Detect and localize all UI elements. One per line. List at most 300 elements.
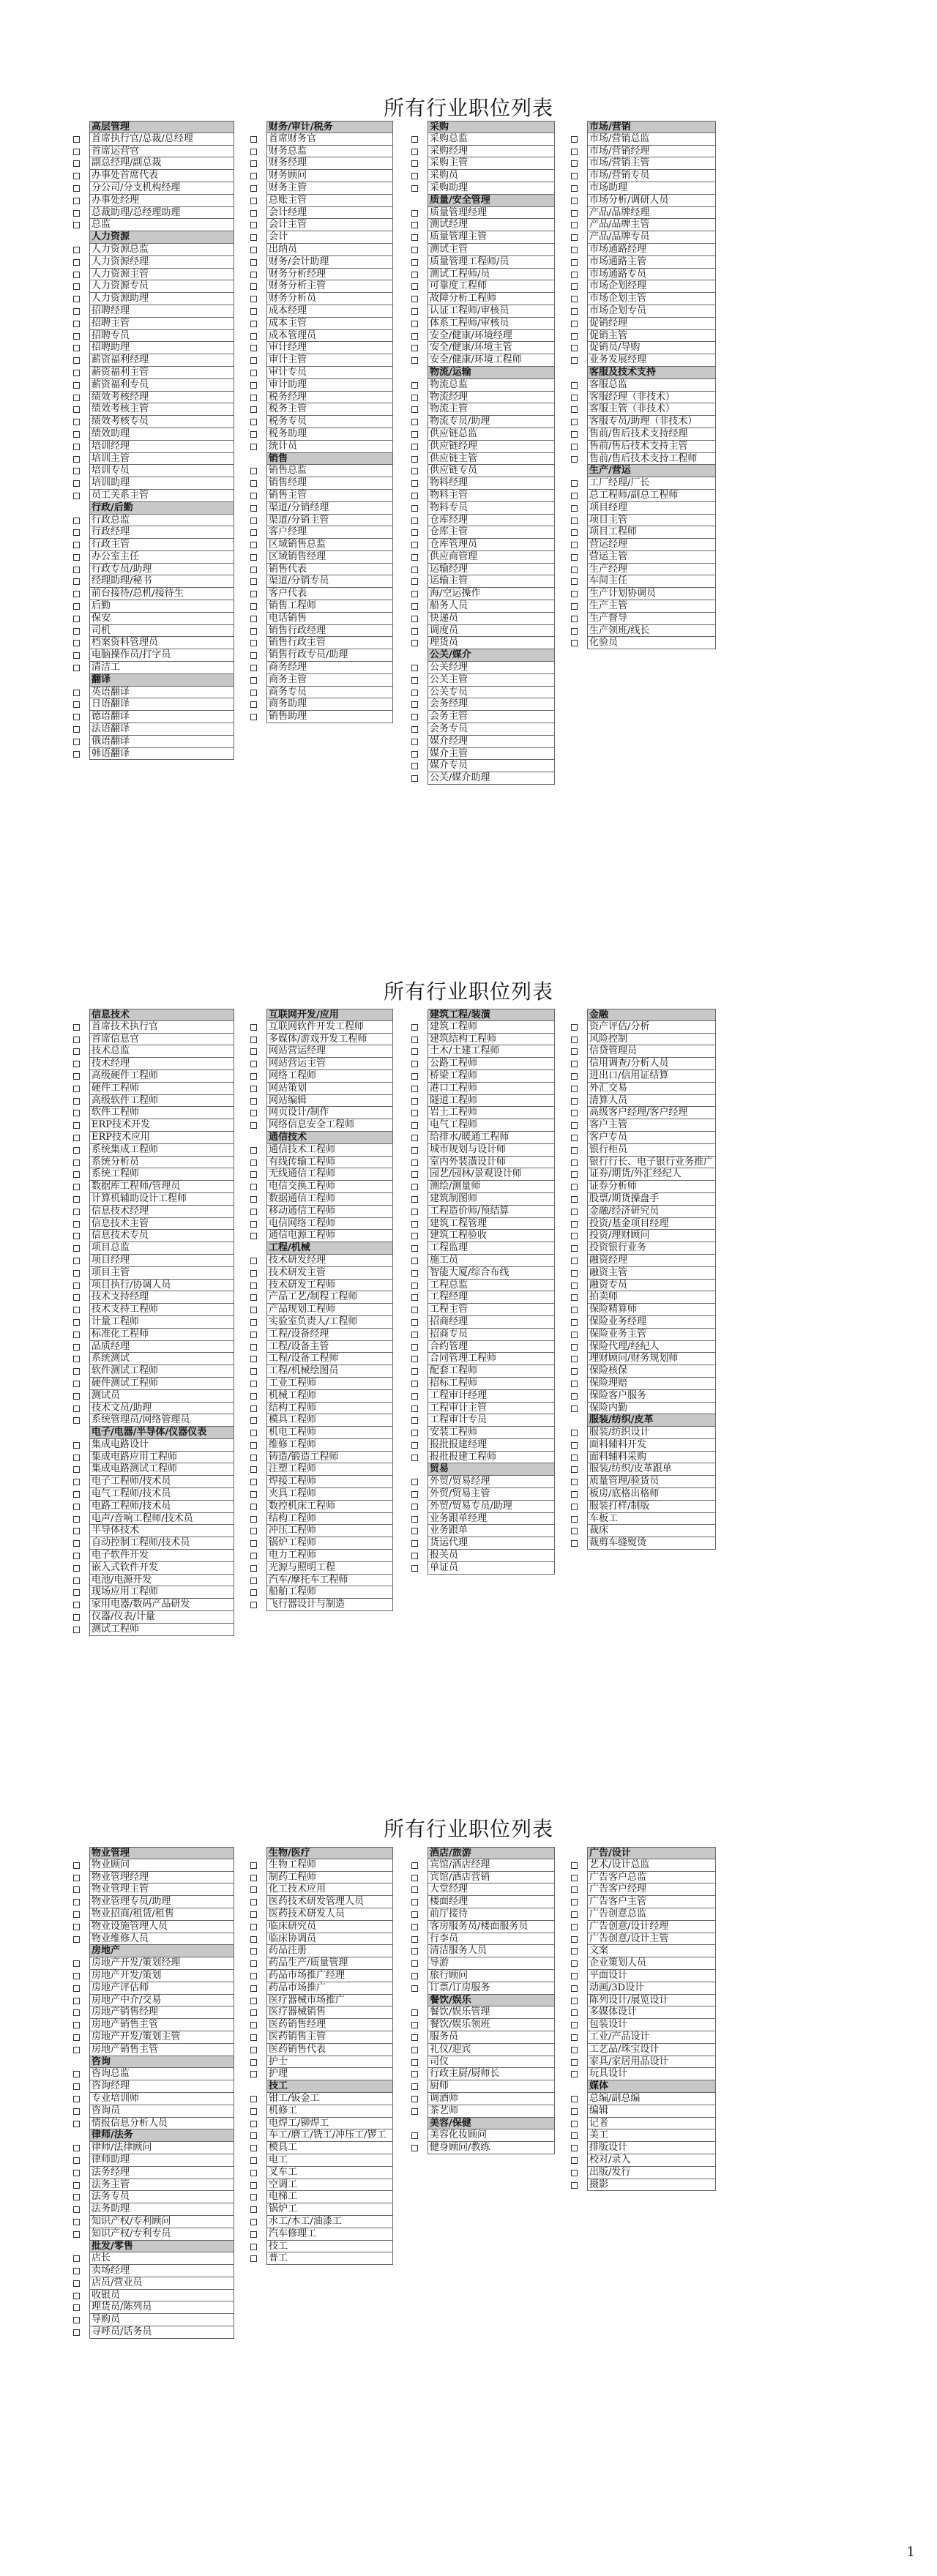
- job-row[interactable]: [250, 2203, 393, 2216]
- checkbox[interactable]: [73, 185, 80, 192]
- job-row[interactable]: [73, 2301, 234, 2314]
- job-row[interactable]: [411, 453, 555, 466]
- checkbox[interactable]: [571, 1911, 578, 1918]
- job-row[interactable]: [73, 2203, 234, 2216]
- checkbox[interactable]: [73, 1540, 80, 1547]
- checkbox[interactable]: [411, 1196, 418, 1203]
- checkbox[interactable]: [73, 529, 80, 536]
- checkbox[interactable]: [571, 529, 578, 536]
- checkbox[interactable]: [73, 419, 80, 425]
- job-row[interactable]: [250, 2241, 393, 2253]
- job-row[interactable]: [571, 195, 716, 207]
- job-row[interactable]: [73, 2031, 234, 2044]
- job-row[interactable]: [73, 1970, 234, 1982]
- checkbox[interactable]: [250, 677, 257, 684]
- job-row[interactable]: [411, 157, 555, 170]
- job-row[interactable]: [73, 1280, 234, 1292]
- checkbox[interactable]: [250, 1368, 257, 1375]
- job-row[interactable]: [571, 1255, 716, 1267]
- job-row[interactable]: [250, 1083, 393, 1095]
- checkbox[interactable]: [571, 1160, 578, 1166]
- job-row[interactable]: [411, 146, 555, 158]
- job-row[interactable]: [250, 551, 393, 564]
- checkbox[interactable]: [571, 1171, 578, 1178]
- checkbox[interactable]: [73, 1553, 80, 1559]
- checkbox[interactable]: [571, 2009, 578, 2016]
- job-row[interactable]: [73, 1611, 234, 1624]
- checkbox[interactable]: [411, 1491, 418, 1498]
- job-row[interactable]: [571, 613, 716, 625]
- checkbox[interactable]: [411, 406, 418, 413]
- checkbox[interactable]: [250, 2219, 257, 2225]
- job-row[interactable]: [250, 1218, 393, 1231]
- checkbox[interactable]: [411, 1479, 418, 1485]
- job-row[interactable]: [571, 1378, 716, 1390]
- checkbox[interactable]: [250, 1098, 257, 1105]
- job-row[interactable]: [571, 1144, 716, 1157]
- job-row[interactable]: [250, 1525, 393, 1537]
- checkbox[interactable]: [411, 345, 418, 351]
- checkbox[interactable]: [250, 1862, 257, 1869]
- checkbox[interactable]: [73, 1985, 80, 1992]
- job-row[interactable]: [571, 231, 716, 244]
- job-row[interactable]: [250, 1550, 393, 1562]
- checkbox[interactable]: [250, 308, 257, 315]
- job-row[interactable]: [73, 736, 234, 748]
- job-row[interactable]: [411, 392, 555, 404]
- checkbox[interactable]: [73, 173, 80, 179]
- checkbox[interactable]: [571, 2034, 578, 2041]
- job-row[interactable]: [571, 1230, 716, 1242]
- job-row[interactable]: [73, 1439, 234, 1452]
- job-row[interactable]: [411, 1316, 555, 1329]
- checkbox[interactable]: [73, 542, 80, 548]
- checkbox[interactable]: [411, 1553, 418, 1559]
- job-row[interactable]: [73, 637, 234, 649]
- job-row[interactable]: [411, 539, 555, 551]
- job-row[interactable]: [571, 1107, 716, 1119]
- job-row[interactable]: [571, 1132, 716, 1144]
- job-row[interactable]: [73, 2006, 234, 2019]
- job-row[interactable]: [250, 269, 393, 281]
- job-row[interactable]: [571, 1390, 716, 1403]
- job-row[interactable]: [411, 1390, 555, 1403]
- checkbox[interactable]: [571, 518, 578, 524]
- job-row[interactable]: [571, 1427, 716, 1439]
- job-row[interactable]: [571, 1291, 716, 1304]
- checkbox[interactable]: [571, 1196, 578, 1203]
- checkbox[interactable]: [250, 1086, 257, 1092]
- checkbox[interactable]: [571, 542, 578, 548]
- job-row[interactable]: [250, 256, 393, 269]
- checkbox[interactable]: [250, 1332, 257, 1338]
- job-row[interactable]: [73, 2179, 234, 2192]
- job-row[interactable]: [250, 2093, 393, 2105]
- job-row[interactable]: [411, 2068, 555, 2080]
- checkbox[interactable]: [571, 395, 578, 401]
- checkbox[interactable]: [73, 1024, 80, 1031]
- job-row[interactable]: [411, 1896, 555, 1908]
- checkbox[interactable]: [411, 603, 418, 610]
- job-row[interactable]: [571, 575, 716, 588]
- job-row[interactable]: [411, 1045, 555, 1058]
- checkbox[interactable]: [571, 272, 578, 278]
- job-row[interactable]: [571, 133, 716, 146]
- job-row[interactable]: [250, 1304, 393, 1316]
- checkbox[interactable]: [73, 1245, 80, 1252]
- checkbox[interactable]: [571, 1209, 578, 1215]
- checkbox[interactable]: [250, 1171, 257, 1178]
- job-row[interactable]: [250, 392, 393, 404]
- job-row[interactable]: [411, 2080, 555, 2093]
- checkbox[interactable]: [73, 1405, 80, 1412]
- job-row[interactable]: [250, 649, 393, 662]
- job-row[interactable]: [411, 674, 555, 687]
- checkbox[interactable]: [411, 456, 418, 463]
- checkbox[interactable]: [250, 1948, 257, 1955]
- job-row[interactable]: [250, 157, 393, 170]
- job-row[interactable]: [250, 330, 393, 343]
- checkbox[interactable]: [411, 283, 418, 290]
- job-row[interactable]: [571, 526, 716, 539]
- checkbox[interactable]: [571, 1135, 578, 1141]
- job-row[interactable]: [411, 305, 555, 318]
- job-row[interactable]: [250, 575, 393, 588]
- checkbox[interactable]: [250, 2047, 257, 2053]
- job-row[interactable]: [73, 1933, 234, 1946]
- job-row[interactable]: [411, 403, 555, 416]
- job-row[interactable]: [411, 564, 555, 576]
- checkbox[interactable]: [250, 210, 257, 217]
- job-row[interactable]: [250, 2216, 393, 2228]
- checkbox[interactable]: [571, 493, 578, 499]
- checkbox[interactable]: [250, 2022, 257, 2028]
- job-row[interactable]: [411, 330, 555, 343]
- checkbox[interactable]: [250, 468, 257, 474]
- job-row[interactable]: [411, 244, 555, 256]
- job-row[interactable]: [73, 2277, 234, 2290]
- job-row[interactable]: [73, 1144, 234, 1157]
- job-row[interactable]: [411, 269, 555, 281]
- checkbox[interactable]: [571, 1875, 578, 1881]
- checkbox[interactable]: [411, 1258, 418, 1264]
- job-row[interactable]: [571, 2167, 716, 2179]
- checkbox[interactable]: [411, 259, 418, 266]
- job-row[interactable]: [250, 367, 393, 379]
- checkbox[interactable]: [73, 652, 80, 659]
- checkbox[interactable]: [73, 1270, 80, 1277]
- checkbox[interactable]: [250, 2034, 257, 2041]
- checkbox[interactable]: [411, 419, 418, 425]
- job-row[interactable]: [73, 146, 234, 158]
- checkbox[interactable]: [411, 1245, 418, 1252]
- checkbox[interactable]: [250, 1221, 257, 1228]
- checkbox[interactable]: [411, 1973, 418, 1979]
- checkbox[interactable]: [250, 1553, 257, 1559]
- checkbox[interactable]: [73, 2268, 80, 2274]
- checkbox[interactable]: [250, 1960, 257, 1967]
- job-row[interactable]: [73, 2093, 234, 2105]
- checkbox[interactable]: [411, 1960, 418, 1967]
- job-row[interactable]: [73, 1255, 234, 1267]
- checkbox[interactable]: [411, 1516, 418, 1523]
- job-row[interactable]: [250, 379, 393, 392]
- checkbox[interactable]: [250, 370, 257, 376]
- checkbox[interactable]: [250, 1875, 257, 1881]
- checkbox[interactable]: [250, 480, 257, 487]
- checkbox[interactable]: [73, 1516, 80, 1523]
- checkbox[interactable]: [73, 2219, 80, 2225]
- checkbox[interactable]: [73, 2182, 80, 2189]
- checkbox[interactable]: [571, 321, 578, 327]
- job-row[interactable]: [73, 330, 234, 343]
- checkbox[interactable]: [411, 1233, 418, 1239]
- job-row[interactable]: [250, 1562, 393, 1575]
- job-row[interactable]: [250, 1921, 393, 1933]
- checkbox[interactable]: [411, 1528, 418, 1534]
- checkbox[interactable]: [571, 185, 578, 192]
- job-row[interactable]: [571, 490, 716, 502]
- checkbox[interactable]: [73, 2145, 80, 2151]
- job-row[interactable]: [571, 1157, 716, 1169]
- checkbox[interactable]: [250, 1578, 257, 1584]
- job-row[interactable]: [250, 1206, 393, 1218]
- job-row[interactable]: [571, 2031, 716, 2044]
- job-row[interactable]: [250, 2167, 393, 2179]
- job-row[interactable]: [411, 1908, 555, 1921]
- job-row[interactable]: [571, 1193, 716, 1206]
- checkbox[interactable]: [250, 1037, 257, 1043]
- job-row[interactable]: [73, 2019, 234, 2031]
- checkbox[interactable]: [571, 2096, 578, 2102]
- checkbox[interactable]: [250, 185, 257, 192]
- job-row[interactable]: [250, 2044, 393, 2056]
- checkbox[interactable]: [73, 2170, 80, 2176]
- checkbox[interactable]: [571, 1221, 578, 1228]
- checkbox[interactable]: [571, 160, 578, 167]
- checkbox[interactable]: [73, 2108, 80, 2115]
- job-row[interactable]: [571, 1463, 716, 1476]
- job-row[interactable]: [411, 1378, 555, 1390]
- job-row[interactable]: [411, 588, 555, 600]
- checkbox[interactable]: [73, 333, 80, 340]
- job-row[interactable]: [250, 1872, 393, 1884]
- job-row[interactable]: [571, 477, 716, 490]
- job-row[interactable]: [571, 1181, 716, 1193]
- job-row[interactable]: [571, 1945, 716, 1957]
- checkbox[interactable]: [411, 505, 418, 512]
- job-row[interactable]: [250, 502, 393, 515]
- job-row[interactable]: [73, 1390, 234, 1403]
- job-row[interactable]: [73, 687, 234, 699]
- job-row[interactable]: [250, 170, 393, 182]
- checkbox[interactable]: [250, 1147, 257, 1154]
- checkbox[interactable]: [73, 726, 80, 733]
- job-row[interactable]: [250, 2228, 393, 2241]
- checkbox[interactable]: [411, 149, 418, 155]
- checkbox[interactable]: [571, 1504, 578, 1510]
- job-row[interactable]: [250, 1045, 393, 1058]
- checkbox[interactable]: [571, 1998, 578, 2004]
- job-row[interactable]: [571, 318, 716, 330]
- job-row[interactable]: [411, 354, 555, 367]
- job-row[interactable]: [73, 1119, 234, 1132]
- checkbox[interactable]: [411, 395, 418, 401]
- job-row[interactable]: [73, 748, 234, 761]
- job-row[interactable]: [250, 465, 393, 477]
- job-row[interactable]: [250, 1181, 393, 1193]
- job-row[interactable]: [411, 1562, 555, 1575]
- job-row[interactable]: [73, 1908, 234, 1921]
- checkbox[interactable]: [571, 283, 578, 290]
- job-row[interactable]: [250, 1193, 393, 1206]
- checkbox[interactable]: [73, 2071, 80, 2077]
- job-row[interactable]: [73, 1403, 234, 1415]
- checkbox[interactable]: [250, 272, 257, 278]
- checkbox[interactable]: [250, 2182, 257, 2189]
- job-row[interactable]: [73, 564, 234, 576]
- job-row[interactable]: [73, 1181, 234, 1193]
- job-row[interactable]: [411, 1119, 555, 1132]
- job-row[interactable]: [411, 1181, 555, 1193]
- checkbox[interactable]: [73, 1417, 80, 1424]
- checkbox[interactable]: [73, 493, 80, 499]
- checkbox[interactable]: [250, 198, 257, 204]
- checkbox[interactable]: [571, 1985, 578, 1992]
- job-row[interactable]: [571, 146, 716, 158]
- job-row[interactable]: [411, 133, 555, 146]
- job-row[interactable]: [73, 416, 234, 428]
- checkbox[interactable]: [73, 210, 80, 217]
- job-row[interactable]: [250, 1291, 393, 1304]
- checkbox[interactable]: [73, 357, 80, 364]
- checkbox[interactable]: [250, 136, 257, 143]
- job-row[interactable]: [73, 1107, 234, 1119]
- job-row[interactable]: [571, 330, 716, 343]
- job-row[interactable]: [250, 1119, 393, 1132]
- job-row[interactable]: [250, 687, 393, 699]
- checkbox[interactable]: [571, 2022, 578, 2028]
- job-row[interactable]: [250, 1476, 393, 1488]
- checkbox[interactable]: [250, 1430, 257, 1436]
- job-row[interactable]: [73, 1452, 234, 1464]
- checkbox[interactable]: [411, 567, 418, 573]
- checkbox[interactable]: [411, 578, 418, 585]
- checkbox[interactable]: [73, 2304, 80, 2311]
- checkbox[interactable]: [250, 1442, 257, 1449]
- checkbox[interactable]: [571, 234, 578, 241]
- checkbox[interactable]: [250, 1048, 257, 1055]
- job-row[interactable]: [73, 269, 234, 281]
- job-row[interactable]: [73, 1859, 234, 1872]
- checkbox[interactable]: [571, 2170, 578, 2176]
- checkbox[interactable]: [411, 1442, 418, 1449]
- checkbox[interactable]: [411, 542, 418, 548]
- checkbox[interactable]: [571, 1393, 578, 1400]
- checkbox[interactable]: [571, 173, 578, 179]
- job-row[interactable]: [73, 465, 234, 477]
- job-row[interactable]: [571, 588, 716, 600]
- job-row[interactable]: [571, 1872, 716, 1884]
- checkbox[interactable]: [571, 2071, 578, 2077]
- job-row[interactable]: [411, 1329, 555, 1341]
- job-row[interactable]: [411, 1341, 555, 1354]
- job-row[interactable]: [73, 1872, 234, 1884]
- checkbox[interactable]: [411, 701, 418, 708]
- job-row[interactable]: [73, 207, 234, 220]
- checkbox[interactable]: [73, 616, 80, 622]
- job-row[interactable]: [571, 1884, 716, 1896]
- job-row[interactable]: [250, 133, 393, 146]
- checkbox[interactable]: [571, 1024, 578, 1031]
- checkbox[interactable]: [411, 1221, 418, 1228]
- checkbox[interactable]: [250, 2096, 257, 2102]
- job-row[interactable]: [411, 502, 555, 515]
- checkbox[interactable]: [73, 518, 80, 524]
- job-row[interactable]: [73, 1095, 234, 1108]
- job-row[interactable]: [411, 1921, 555, 1933]
- checkbox[interactable]: [250, 222, 257, 228]
- job-row[interactable]: [411, 1095, 555, 1108]
- checkbox[interactable]: [250, 1270, 257, 1277]
- checkbox[interactable]: [73, 1037, 80, 1043]
- job-row[interactable]: [571, 280, 716, 293]
- job-row[interactable]: [250, 674, 393, 687]
- job-row[interactable]: [571, 1242, 716, 1255]
- checkbox[interactable]: [73, 2206, 80, 2213]
- job-row[interactable]: [411, 698, 555, 711]
- job-row[interactable]: [73, 1476, 234, 1488]
- checkbox[interactable]: [73, 1319, 80, 1326]
- job-row[interactable]: [250, 2068, 393, 2080]
- job-row[interactable]: [73, 2326, 234, 2339]
- job-row[interactable]: [411, 2019, 555, 2031]
- job-row[interactable]: [250, 588, 393, 600]
- checkbox[interactable]: [73, 714, 80, 720]
- checkbox[interactable]: [571, 1479, 578, 1485]
- checkbox[interactable]: [571, 1270, 578, 1277]
- job-row[interactable]: [73, 539, 234, 551]
- job-row[interactable]: [250, 1230, 393, 1242]
- job-row[interactable]: [73, 453, 234, 466]
- job-row[interactable]: [73, 1414, 234, 1427]
- job-row[interactable]: [250, 1501, 393, 1513]
- job-row[interactable]: [411, 207, 555, 220]
- job-row[interactable]: [571, 1513, 716, 1526]
- checkbox[interactable]: [250, 259, 257, 266]
- job-row[interactable]: [73, 256, 234, 269]
- job-row[interactable]: [411, 1230, 555, 1242]
- job-row[interactable]: [571, 1982, 716, 1995]
- job-row[interactable]: [411, 231, 555, 244]
- job-row[interactable]: [73, 1550, 234, 1562]
- job-row[interactable]: [411, 1291, 555, 1304]
- checkbox[interactable]: [571, 2132, 578, 2139]
- checkbox[interactable]: [571, 2047, 578, 2053]
- job-row[interactable]: [571, 2006, 716, 2019]
- checkbox[interactable]: [571, 406, 578, 413]
- checkbox[interactable]: [250, 2132, 257, 2139]
- job-row[interactable]: [250, 428, 393, 441]
- checkbox[interactable]: [250, 296, 257, 302]
- checkbox[interactable]: [250, 1924, 257, 1930]
- job-row[interactable]: [250, 539, 393, 551]
- checkbox[interactable]: [250, 2206, 257, 2213]
- job-row[interactable]: [73, 379, 234, 392]
- job-row[interactable]: [571, 379, 716, 392]
- checkbox[interactable]: [571, 1061, 578, 1067]
- job-row[interactable]: [73, 1193, 234, 1206]
